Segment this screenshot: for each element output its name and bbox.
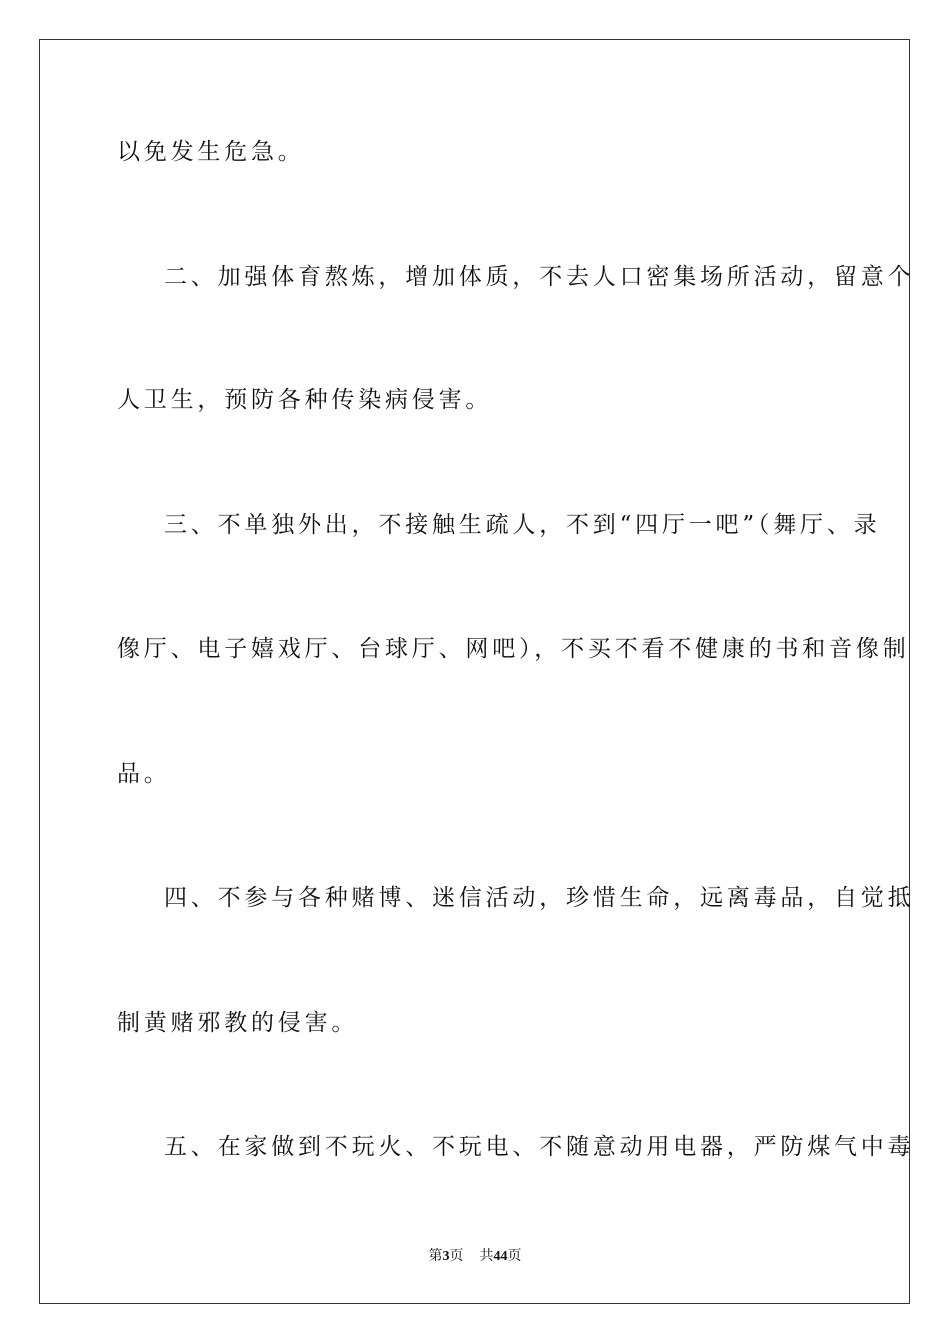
page-suffix: 页 [449,1249,464,1264]
total-prefix: 共 [479,1249,494,1264]
text-line: 二、加强体育熬炼，增加体质，不去人口密集场所活动，留意个 [164,264,915,290]
text-line: 三、不单独外出，不接触生疏人，不到“四厅一吧”（舞厅、录 [164,512,881,538]
page-border [39,39,915,1304]
page-prefix: 第 [428,1249,443,1264]
total-suffix: 页 [507,1249,522,1264]
text-line: 人卫生，预防各种传染病侵害。 [117,387,493,413]
text-line: 以免发生危急。 [117,139,305,165]
page-footer [0,1248,950,1266]
text-line: 品。 [117,761,171,787]
total-pages: 44 [493,1249,508,1264]
text-line: 制黄赌邪教的侵害。 [117,1010,359,1036]
text-line: 像厅、电子嬉戏厅、台球厅、网吧），不买不看不健康的书和音像制 [117,636,910,662]
text-line: 五、在家做到不玩火、不玩电、不随意动用电器，严防煤气中毒 [164,1134,915,1160]
text-line: 四、不参与各种赌博、迷信活动，珍惜生命，远离毒品，自觉抵 [164,885,915,911]
page-number: 3 [442,1249,450,1264]
